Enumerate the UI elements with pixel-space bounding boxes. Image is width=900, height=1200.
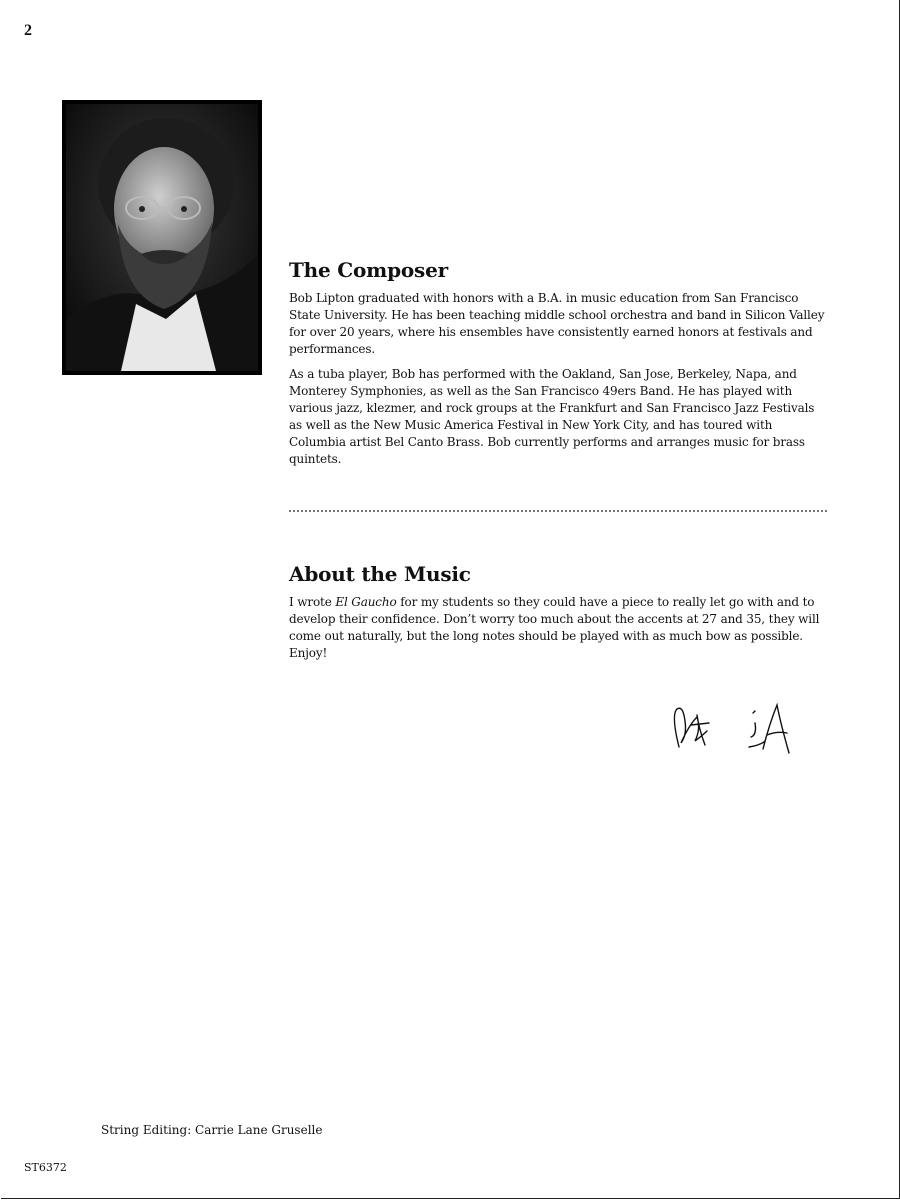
about-music-section [289,562,829,662]
composer-section [289,258,829,468]
about-music-heading: About the Music [289,562,471,586]
composer-heading: The Composer [289,258,448,282]
composer-paragraph-2: As a tuba player, Bob has performed with the Oakland, San Jose, Berkeley, Napa, and Monterey Symphonies, as well as the San Francisco 49ers Band. He has played with various jazz, klezmer, and rock groups at the Frankfurt and San Francisco Jazz Festivals as well as the New Music America Festival in New York City, and has toured with Columbia artist Bel Canto Brass. Bob currently performs and arranges music for brass quintets. [289,367,815,466]
page-number: 2 [24,22,32,39]
composer-portrait-photo [62,100,262,375]
handwritten-signature [665,695,805,765]
about-music-paragraph [289,594,829,662]
portrait-icon [66,104,258,371]
about-text-after: for my students so they could have a piece to really let go with and to develop their confidence. Don’t worry too much about the accents at 27 and 35, they will come out naturally, but the long notes should be played with as much bow as possible. Enjoy! [289,595,820,660]
piece-title: El Gaucho [335,595,397,609]
dotted-divider [289,510,827,512]
composer-paragraph-1: Bob Lipton graduated with honors with a B.A. in music education from San Francisco State University. He has been teaching middle school orchestra and band in Silicon Valley for over 20 years, where his ensembles have consistently earned honors at festivals and performances. [289,291,825,356]
about-text-before: I wrote [289,595,336,609]
string-editing-credit: String Editing: Carrie Lane Gruselle [101,1123,323,1137]
catalog-code: ST6372 [24,1161,67,1174]
